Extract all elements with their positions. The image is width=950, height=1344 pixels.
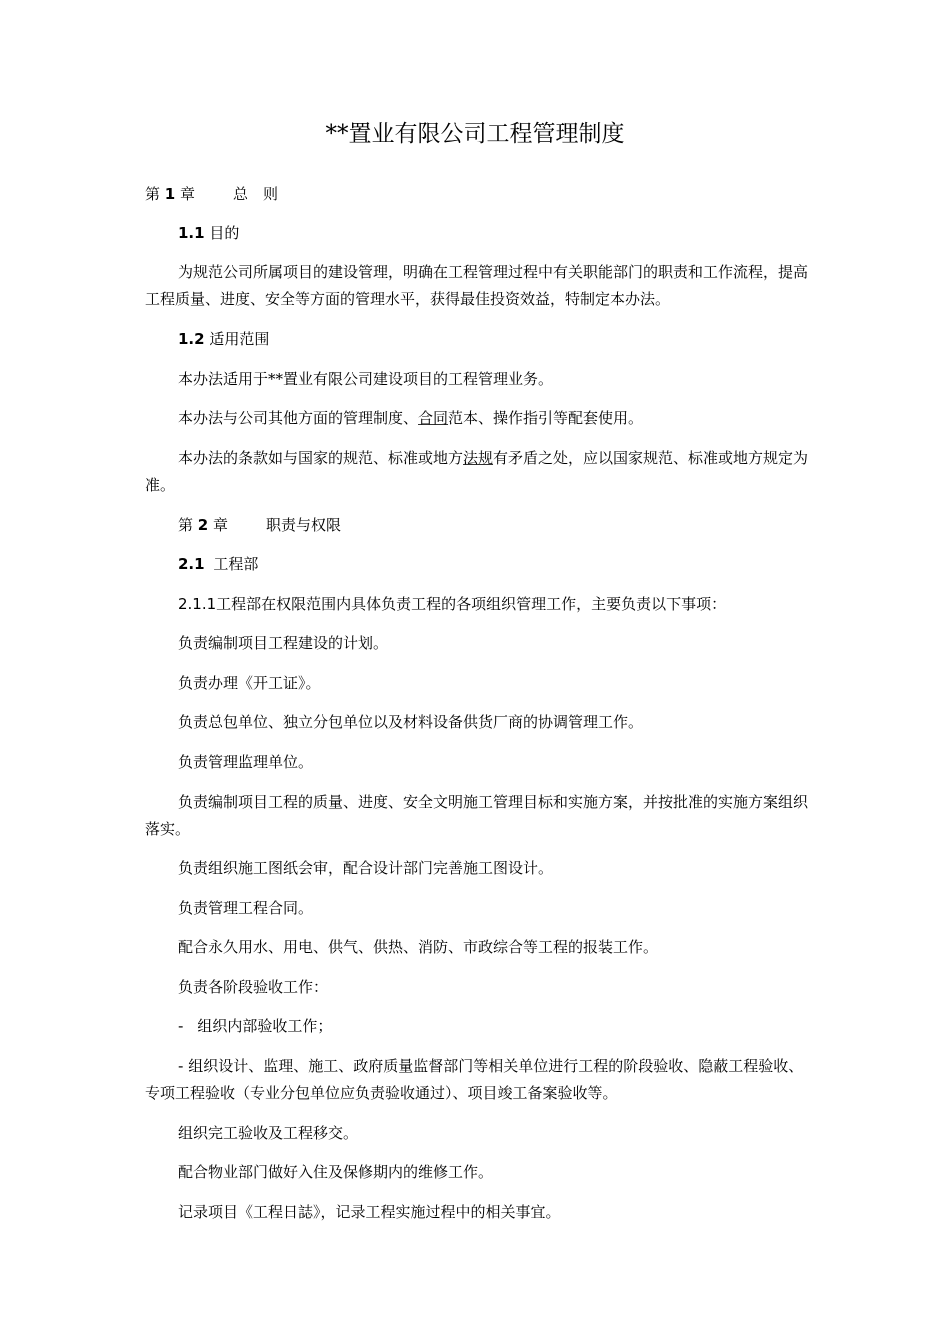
section-1-1-heading xyxy=(178,220,239,247)
section-2-1-heading xyxy=(178,551,258,578)
chapter-name: 职责与权限 xyxy=(266,516,342,534)
scope-paragraph-1: 本办法适用于**置业有限公司建设项目的工程管理业务。 xyxy=(178,370,554,388)
list-item: 负责管理监理单位。 xyxy=(178,753,314,771)
scope-paragraph-2 xyxy=(178,405,643,432)
list-item: 配合物业部门做好入住及保修期内的维修工作。 xyxy=(178,1163,494,1181)
chapter-number: 2 xyxy=(197,516,209,534)
list-item: 负责各阶段验收工作： xyxy=(178,978,329,996)
chapter-number: 1 xyxy=(164,185,176,203)
sub-item-text: 组织设计、监理、施工、政府质量监督部门等相关单位进行工程的阶段验收、隐蔽工程验收、专项工程验收（专业分包单位应负责验收通过）、项目竣工备案验收等。 xyxy=(145,1057,804,1102)
scope-text-before: 本办法的条款如与国家的规范、标准或地方 xyxy=(178,449,464,467)
section-1-2-heading xyxy=(178,326,269,353)
dash-marker: - xyxy=(178,1057,184,1075)
chapter-suffix: 章 xyxy=(213,516,229,534)
dash-marker: - xyxy=(178,1017,184,1035)
chapter-1-heading xyxy=(145,181,278,208)
list-item: 负责编制项目工程的质量、进度、安全文明施工管理目标和实施方案，并按批准的实施方案组织落实。 xyxy=(145,793,809,838)
section-number: 2.1 xyxy=(178,555,205,573)
purpose-paragraph: 为规范公司所属项目的建设管理，明确在工程管理过程中有关职能部门的职责和工作流程，提高工程质量、进度、安全等方面的管理水平，获得最佳投资效益，特制定本办法。 xyxy=(145,263,809,308)
list-item: 组织完工验收及工程移交。 xyxy=(178,1124,359,1142)
list-item: 配合永久用水、用电、供气、供热、消防、市政综合等工程的报装工作。 xyxy=(178,938,659,956)
section-number: 1.1 xyxy=(178,224,205,242)
list-item: 负责编制项目工程建设的计划。 xyxy=(178,634,389,652)
sub-list-item xyxy=(145,1053,810,1107)
list-item: 负责组织施工图纸会审，配合设计部门完善施工图设计。 xyxy=(178,859,554,877)
section-label: 适用范围 xyxy=(209,330,270,348)
chapter-2-heading xyxy=(178,512,341,539)
chapter-prefix: 第 xyxy=(145,185,161,203)
contract-link[interactable]: 合同 xyxy=(418,409,449,427)
document-title: **置业有限公司工程管理制度 xyxy=(325,121,625,147)
sub-item-text: 组织内部验收工作； xyxy=(197,1017,333,1035)
scope-text-after: 范本、操作指引等配套使用。 xyxy=(448,409,644,427)
chapter-name: 总 则 xyxy=(233,185,279,203)
chapter-suffix: 章 xyxy=(180,185,196,203)
list-item: 负责办理《开工证》。 xyxy=(178,674,321,692)
scope-text-after: 有矛盾之处，应以国家规范、标准或地方规定为准。 xyxy=(145,449,809,494)
scope-text-before: 本办法与公司其他方面的管理制度、 xyxy=(178,409,419,427)
list-item: 负责总包单位、独立分包单位以及材料设备供货厂商的协调管理工作。 xyxy=(178,713,644,731)
clause-text: 工程部在权限范围内具体负责工程的各项组织管理工作，主要负责以下事项： xyxy=(216,595,727,613)
section-number: 1.2 xyxy=(178,330,205,348)
regulation-link[interactable]: 法规 xyxy=(463,449,494,467)
section-label: 工程部 xyxy=(213,555,259,573)
section-label: 目的 xyxy=(209,224,240,242)
chapter-prefix: 第 xyxy=(178,516,194,534)
clause-number: 2.1.1 xyxy=(178,595,217,613)
scope-paragraph-3 xyxy=(145,445,810,499)
clause-2-1-1 xyxy=(178,591,726,618)
list-item: 记录项目《工程日誌》，记录工程实施过程中的相关事宜。 xyxy=(178,1203,561,1221)
list-item: 负责管理工程合同。 xyxy=(178,899,314,917)
sub-list-item xyxy=(178,1013,332,1040)
